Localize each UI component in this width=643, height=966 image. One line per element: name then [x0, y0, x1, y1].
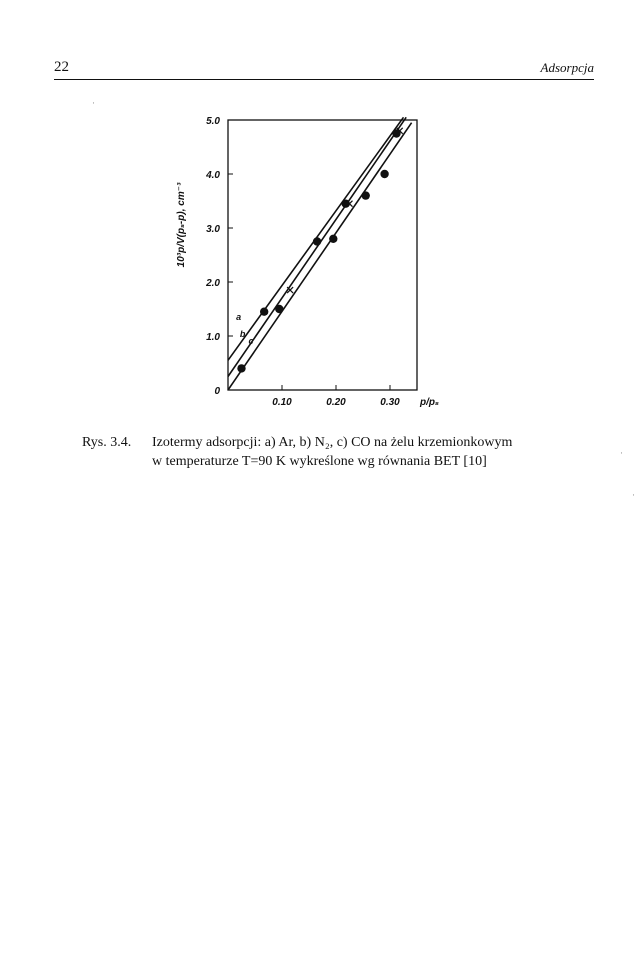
y-tick-label: 1.0	[206, 332, 220, 343]
caption-text-1: Izotermy adsorpcji: a) Ar, b) N₂, c) CO na żelu krzemionkowym	[152, 435, 513, 450]
curve-label-c: c	[248, 336, 254, 347]
data-point-c	[362, 191, 370, 199]
header-rule	[54, 79, 594, 80]
y-tick-label: 3.0	[206, 224, 220, 235]
y-tick-label: 4.0	[206, 170, 220, 181]
curve-label-a: a	[236, 311, 242, 322]
data-point-c	[380, 170, 388, 178]
series-line-b	[228, 117, 406, 376]
caption-line-2	[82, 452, 602, 471]
y-axis-label: 10³p/V(pₛ-p), cm⁻³	[176, 182, 187, 268]
x-tick-label: 0.20	[326, 397, 346, 408]
scan-speck: ·	[632, 490, 635, 500]
series-line-c	[228, 123, 412, 390]
caption-text-2: w temperaturze T=90 K wykreślone wg równania BET [10]	[152, 454, 487, 469]
y-tick-label: 0	[214, 386, 220, 397]
data-point-a	[313, 237, 321, 245]
data-point-c	[237, 364, 245, 372]
scan-speck: ·	[620, 448, 623, 458]
bet-chart	[160, 100, 460, 420]
y-tick-label: 2.0	[206, 278, 220, 289]
bet-isotherm-figure	[160, 100, 460, 420]
y-tick-label: 5.0	[206, 116, 220, 127]
figure-caption	[82, 433, 602, 471]
data-point-c	[275, 305, 283, 313]
caption-label: Rys. 3.4.	[82, 435, 132, 450]
x-axis-label: p/pₛ	[420, 397, 439, 408]
running-title: Adsorpcja	[540, 60, 594, 75]
caption-line-1	[82, 433, 602, 452]
data-point-a	[260, 308, 268, 316]
x-tick-label: 0.30	[380, 397, 400, 408]
x-tick-label: 0.10	[272, 397, 292, 408]
curve-label-b: b	[239, 329, 246, 340]
page-number: 22	[54, 59, 69, 75]
scan-speck: ·	[92, 98, 95, 108]
data-point-c	[329, 235, 337, 243]
